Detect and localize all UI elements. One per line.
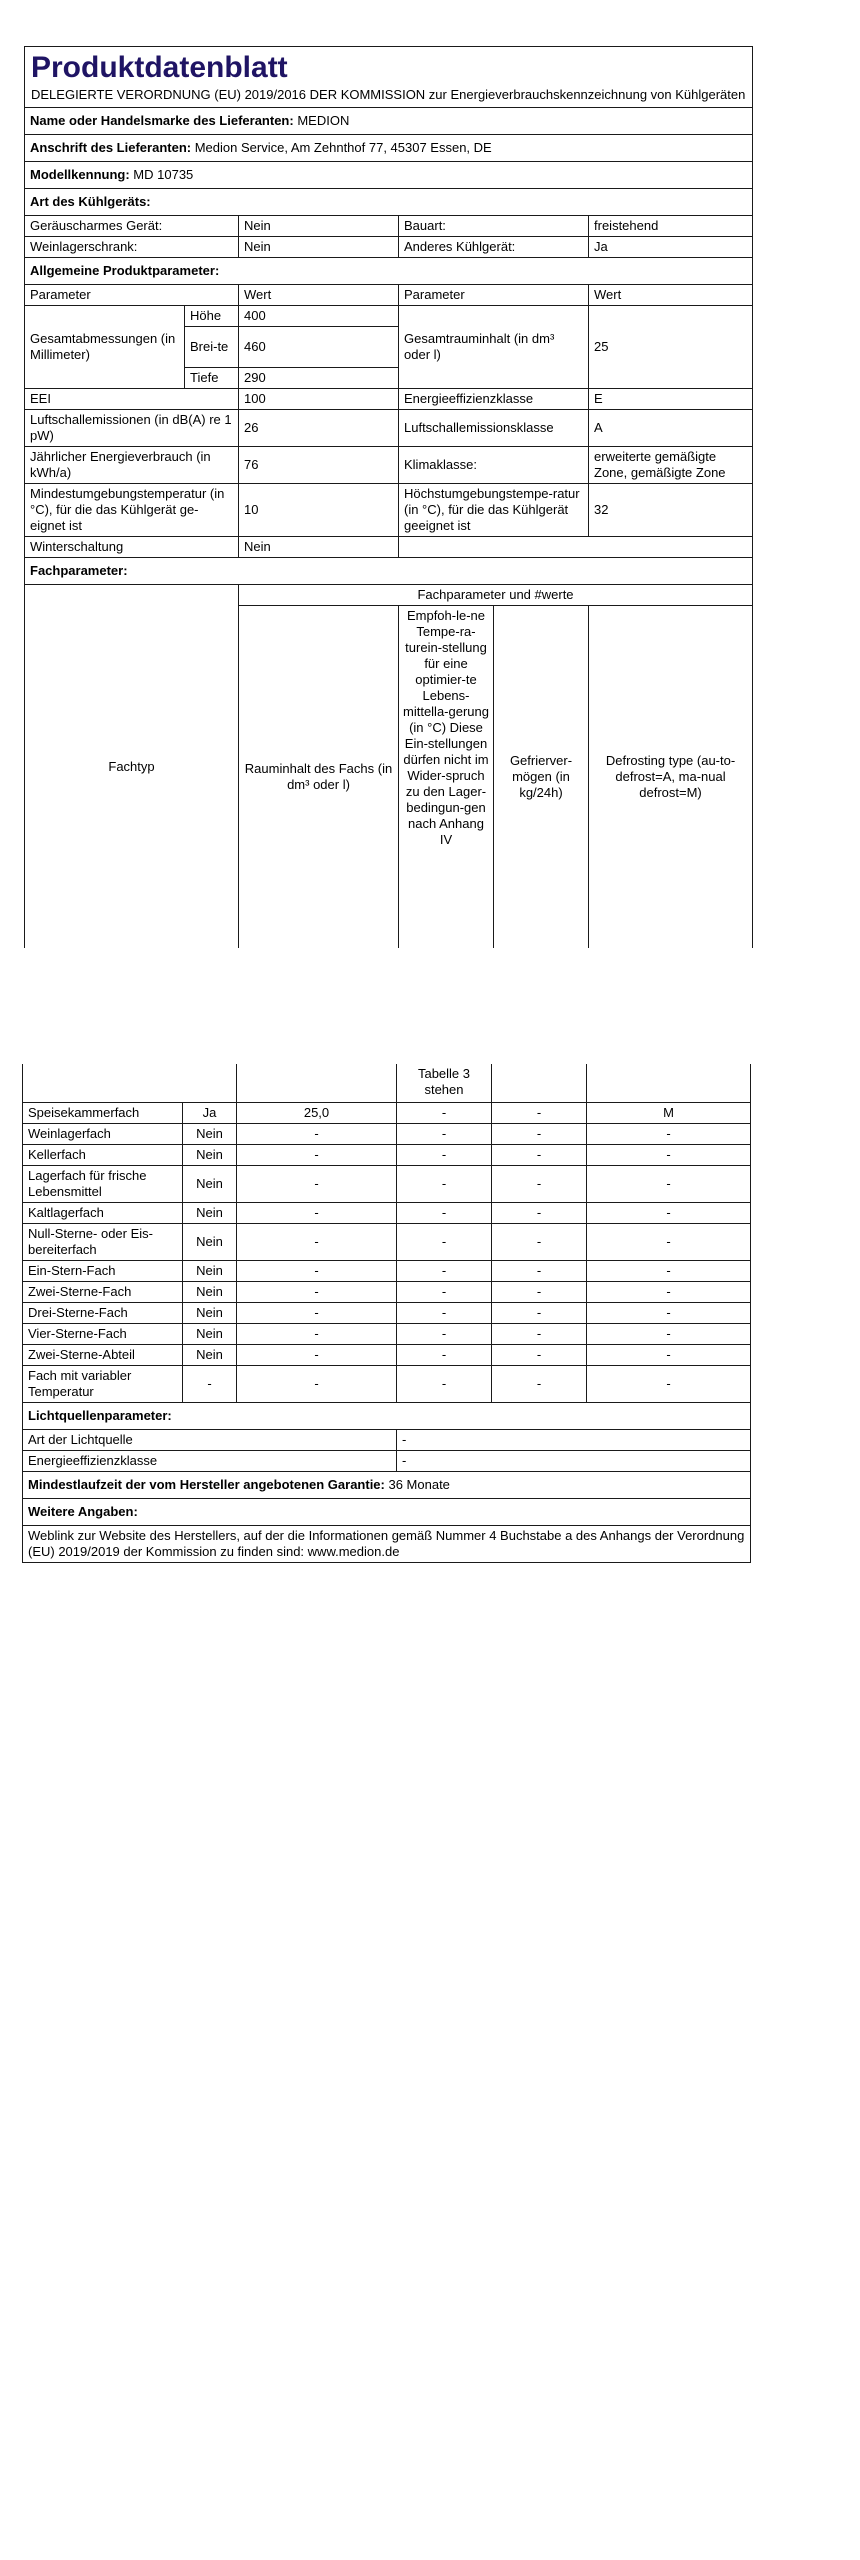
supplier-name-value: MEDION — [297, 113, 350, 128]
compartment-type: Weinlagerfach — [23, 1124, 183, 1145]
title-cell — [25, 47, 753, 108]
warranty-row — [23, 1472, 751, 1499]
compartment-defrost: - — [587, 1345, 751, 1366]
col-temp-continuation: Tabelle 3 stehen — [397, 1064, 492, 1103]
compartment-defrost: - — [587, 1224, 751, 1261]
compartment-freeze: - — [492, 1103, 587, 1124]
compartment-row — [23, 1166, 751, 1203]
min-temp-value: 10 — [239, 484, 399, 537]
compartment-defrost: - — [587, 1324, 751, 1345]
general-heading: Allgemeine Produktparameter: — [25, 258, 753, 285]
noise-class-value: A — [589, 410, 753, 447]
volume-label: Gesamtrauminhalt (in dm³ oder l) — [399, 306, 589, 389]
compartment-type: Lagerfach für frische Lebensmittel — [23, 1166, 183, 1203]
compartment-volume: - — [237, 1303, 397, 1324]
compartment-volume: - — [237, 1261, 397, 1282]
winter-row — [25, 537, 753, 558]
compartment-row — [23, 1124, 751, 1145]
warranty-label: Mindestlaufzeit der vom Hersteller angebotenen Garantie: — [28, 1477, 385, 1492]
col-freeze-header: Gefrierver-mögen (in kg/24h) — [494, 606, 589, 949]
value-header: Wert — [239, 285, 399, 306]
special-header-continuation — [23, 1064, 751, 1103]
compartment-rows — [23, 1103, 751, 1403]
col-type-continuation — [23, 1064, 237, 1103]
compartment-defrost: - — [587, 1124, 751, 1145]
type-heading: Art des Kühlgeräts: — [25, 189, 753, 216]
climate-value: erweiterte gemäßigte Zone, gemäßigte Zone — [589, 447, 753, 484]
noise-row — [25, 410, 753, 447]
compartment-freeze: - — [492, 1324, 587, 1345]
compartment-present: Nein — [183, 1345, 237, 1366]
compartment-defrost: - — [587, 1366, 751, 1403]
compartment-present: Nein — [183, 1166, 237, 1203]
datasheet-page-1 — [24, 46, 752, 948]
eei-row — [25, 389, 753, 410]
light-class-row — [23, 1451, 751, 1472]
winter-label: Winterschaltung — [25, 537, 239, 558]
compartment-temp: - — [397, 1224, 492, 1261]
general-header-row — [25, 285, 753, 306]
other-appliance-label: Anderes Kühlgerät: — [399, 237, 589, 258]
compartment-row — [23, 1224, 751, 1261]
winter-empty — [399, 537, 753, 558]
model-value: MD 10735 — [133, 167, 194, 182]
datasheet-page-2 — [22, 1064, 750, 1563]
max-temp-label: Höchstumgebungstempe-ratur (in °C), für die das Kühlgerät geeignet ist — [399, 484, 589, 537]
depth-label: Tiefe — [185, 368, 239, 389]
supplier-address-value: Medion Service, Am Zehnthof 77, 45307 Essen, DE — [194, 140, 492, 155]
compartment-freeze: - — [492, 1282, 587, 1303]
compartment-type: Fach mit variabler Temperatur — [23, 1366, 183, 1403]
compartment-freeze: - — [492, 1345, 587, 1366]
special-heading: Fachparameter: — [25, 558, 753, 585]
compartment-present: Nein — [183, 1282, 237, 1303]
design-label: Bauart: — [399, 216, 589, 237]
compartment-temp: - — [397, 1303, 492, 1324]
compartment-temp: - — [397, 1145, 492, 1166]
compartment-temp: - — [397, 1103, 492, 1124]
compartment-present: - — [183, 1366, 237, 1403]
supplier-address-row — [25, 135, 753, 162]
page-title: Produktdatenblatt — [31, 51, 288, 84]
compartment-freeze: - — [492, 1166, 587, 1203]
col-type-header: Fachtyp — [25, 585, 239, 949]
winter-value: Nein — [239, 537, 399, 558]
compartment-volume: - — [237, 1124, 397, 1145]
compartment-present: Nein — [183, 1203, 237, 1224]
compartment-present: Nein — [183, 1124, 237, 1145]
compartment-defrost: - — [587, 1282, 751, 1303]
col-volume-header: Rauminhalt des Fachs (in dm³ oder l) — [239, 606, 399, 949]
supplier-address-label: Anschrift des Lieferanten: — [30, 140, 192, 155]
wine-cabinet-value: Nein — [239, 237, 399, 258]
compartment-present: Nein — [183, 1324, 237, 1345]
compartment-temp: - — [397, 1366, 492, 1403]
compartment-row — [23, 1145, 751, 1166]
compartment-freeze: - — [492, 1124, 587, 1145]
special-table-continued — [22, 1064, 751, 1563]
compartment-defrost: - — [587, 1145, 751, 1166]
further-info-row — [23, 1526, 751, 1563]
compartment-row — [23, 1261, 751, 1282]
noise-value: 26 — [239, 410, 399, 447]
width-value: 460 — [239, 327, 399, 368]
compartment-type: Vier-Sterne-Fach — [23, 1324, 183, 1345]
manufacturer-weblink[interactable]: www.medion.de — [307, 1544, 400, 1559]
col-defrost-header: Defrosting type (au-to-defrost=A, ma-nual defrost=M) — [589, 606, 753, 949]
compartment-freeze: - — [492, 1261, 587, 1282]
annual-value: 76 — [239, 447, 399, 484]
compartment-volume: - — [237, 1366, 397, 1403]
compartment-present: Nein — [183, 1303, 237, 1324]
compartment-temp: - — [397, 1345, 492, 1366]
type-row-2 — [25, 237, 753, 258]
light-class-label: Energieeffizienzklasse — [23, 1451, 397, 1472]
dims-row-height — [25, 306, 753, 327]
further-heading: Weitere Angaben: — [23, 1499, 751, 1526]
col-volume-continuation — [237, 1064, 397, 1103]
low-noise-label: Geräuscharmes Gerät: — [25, 216, 239, 237]
compartment-type: Drei-Sterne-Fach — [23, 1303, 183, 1324]
annual-row — [25, 447, 753, 484]
compartment-present: Nein — [183, 1145, 237, 1166]
low-noise-value: Nein — [239, 216, 399, 237]
col-freeze-continuation — [492, 1064, 587, 1103]
compartment-type: Speisekammerfach — [23, 1103, 183, 1124]
compartment-temp: - — [397, 1261, 492, 1282]
compartment-freeze: - — [492, 1203, 587, 1224]
other-appliance-value: Ja — [589, 237, 753, 258]
compartment-freeze: - — [492, 1366, 587, 1403]
compartment-type: Zwei-Sterne-Fach — [23, 1282, 183, 1303]
compartment-temp: - — [397, 1324, 492, 1345]
compartment-row — [23, 1324, 751, 1345]
compartment-defrost: - — [587, 1166, 751, 1203]
compartment-volume: - — [237, 1203, 397, 1224]
compartment-freeze: - — [492, 1303, 587, 1324]
noise-class-label: Luftschallemissionsklasse — [399, 410, 589, 447]
compartment-volume: - — [237, 1166, 397, 1203]
height-label: Höhe — [185, 306, 239, 327]
compartment-defrost: - — [587, 1261, 751, 1282]
compartment-temp: - — [397, 1203, 492, 1224]
annual-label: Jährlicher Energieverbrauch (in kWh/a) — [25, 447, 239, 484]
volume-value: 25 — [589, 306, 753, 389]
light-source-label: Art der Lichtquelle — [23, 1430, 397, 1451]
compartment-freeze: - — [492, 1145, 587, 1166]
datasheet-header-table — [24, 46, 753, 216]
supplier-name-row — [25, 108, 753, 135]
design-value: freistehend — [589, 216, 753, 237]
further-info-text: Weblink zur Website des Herstellers, auf der die Informationen gemäß Nummer 4 Buchstabe a des Anhangs der Verordnung (EU) 2019/2019 der Kommission zu finden sind: — [28, 1528, 745, 1559]
compartment-row — [23, 1282, 751, 1303]
compartment-row — [23, 1303, 751, 1324]
compartment-row — [23, 1345, 751, 1366]
compartment-freeze: - — [492, 1224, 587, 1261]
compartment-type: Kellerfach — [23, 1145, 183, 1166]
depth-value: 290 — [239, 368, 399, 389]
compartment-defrost: - — [587, 1203, 751, 1224]
eei-label: EEI — [25, 389, 239, 410]
compartment-present: Nein — [183, 1224, 237, 1261]
width-label: Brei-te — [185, 327, 239, 368]
height-value: 400 — [239, 306, 399, 327]
compartment-temp: - — [397, 1124, 492, 1145]
eei-value: 100 — [239, 389, 399, 410]
special-group-header-row — [25, 585, 753, 606]
compartment-volume: - — [237, 1224, 397, 1261]
light-source-row — [23, 1430, 751, 1451]
climate-label: Klimaklasse: — [399, 447, 589, 484]
param-header-2: Parameter — [399, 285, 589, 306]
compartment-defrost: - — [587, 1303, 751, 1324]
compartment-temp: - — [397, 1282, 492, 1303]
parameters-table — [24, 215, 753, 948]
special-group-header: Fachparameter und #werte — [239, 585, 753, 606]
compartment-present: Ja — [183, 1103, 237, 1124]
model-label: Modellkennung: — [30, 167, 130, 182]
compartment-row — [23, 1366, 751, 1403]
compartment-type: Null-Sterne- oder Eis-bereiterfach — [23, 1224, 183, 1261]
compartment-volume: - — [237, 1345, 397, 1366]
type-row-1 — [25, 216, 753, 237]
noise-label: Luftschallemissionen (in dB(A) re 1 pW) — [25, 410, 239, 447]
wine-cabinet-label: Weinlagerschrank: — [25, 237, 239, 258]
compartment-type: Zwei-Sterne-Abteil — [23, 1345, 183, 1366]
energy-class-value: E — [589, 389, 753, 410]
value-header-2: Wert — [589, 285, 753, 306]
compartment-type: Ein-Stern-Fach — [23, 1261, 183, 1282]
compartment-present: Nein — [183, 1261, 237, 1282]
param-header: Parameter — [25, 285, 239, 306]
compartment-volume: - — [237, 1324, 397, 1345]
compartment-type: Kaltlagerfach — [23, 1203, 183, 1224]
light-heading: Lichtquellenparameter: — [23, 1403, 751, 1430]
regulation-text: DELEGIERTE VERORDNUNG (EU) 2019/2016 DER KOMMISSION zur Energieverbrauchskennzeichnung von Kühlgeräten — [31, 87, 746, 102]
compartment-temp: - — [397, 1166, 492, 1203]
compartment-row — [23, 1203, 751, 1224]
compartment-row — [23, 1103, 751, 1124]
energy-class-label: Energieeffizienzklasse — [399, 389, 589, 410]
supplier-name-label: Name oder Handelsmarke des Lieferanten: — [30, 113, 294, 128]
compartment-defrost: M — [587, 1103, 751, 1124]
dims-label: Gesamtabmessungen (in Millimeter) — [25, 306, 185, 389]
light-class-value: - — [397, 1451, 751, 1472]
warranty-value: 36 Monate — [388, 1477, 450, 1492]
compartment-volume: - — [237, 1282, 397, 1303]
model-row — [25, 162, 753, 189]
compartment-volume: - — [237, 1145, 397, 1166]
light-source-value: - — [397, 1430, 751, 1451]
min-temp-label: Mindestumgebungstemperatur (in °C), für die das Kühlgerät ge-eignet ist — [25, 484, 239, 537]
max-temp-value: 32 — [589, 484, 753, 537]
compartment-volume: 25,0 — [237, 1103, 397, 1124]
col-temp-header: Empfoh-le-ne Tempe-ra-turein-stellung für eine optimier-te Lebens-mittella-gerung (in °C) Diese Ein-stellungen dürfen nicht im Wider-spruch zu den Lager-bedingun-gen nach Anhang IV — [399, 606, 494, 949]
temp-row — [25, 484, 753, 537]
col-defrost-continuation — [587, 1064, 751, 1103]
